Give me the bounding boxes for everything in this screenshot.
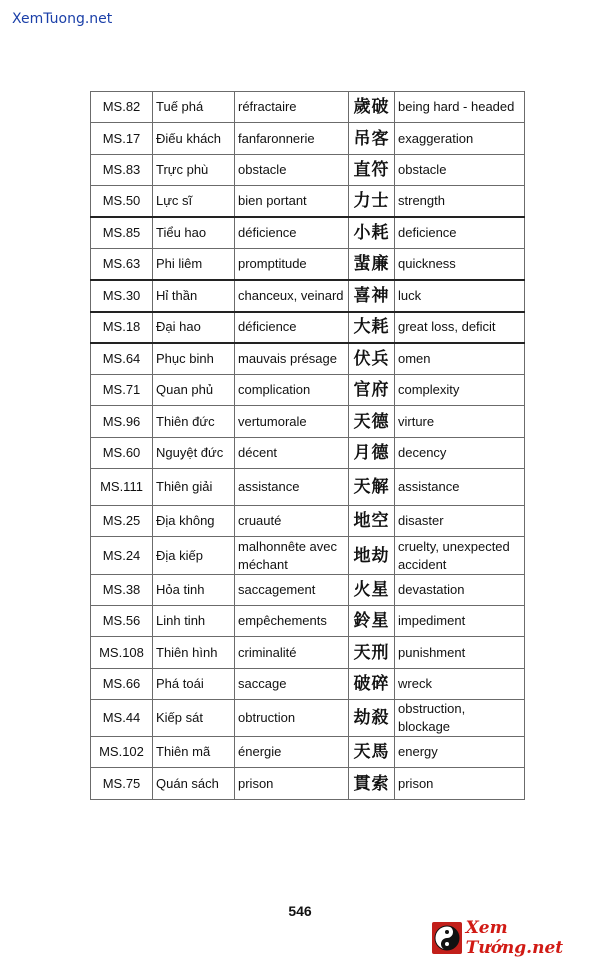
table-row <box>91 375 525 406</box>
table-row <box>91 92 525 123</box>
english-term: assistance <box>395 469 525 506</box>
star-code: MS.18 <box>91 312 153 343</box>
site-label[interactable]: XemTuong.net <box>12 11 113 27</box>
chinese-characters: 直符 <box>349 155 395 186</box>
chinese-characters: 天刑 <box>349 637 395 669</box>
chinese-characters: 吊客 <box>349 123 395 155</box>
english-term: obstacle <box>395 155 525 186</box>
vietnamese-name: Nguyệt đức <box>153 438 235 469</box>
table-row <box>91 438 525 469</box>
star-code: MS.25 <box>91 506 153 537</box>
table-row <box>91 469 525 506</box>
english-term: virture <box>395 406 525 438</box>
yin-yang-icon <box>432 922 462 954</box>
english-term: strength <box>395 186 525 217</box>
vietnamese-name: Lực sĩ <box>153 186 235 217</box>
vietnamese-name: Điếu khách <box>153 123 235 155</box>
star-code: MS.17 <box>91 123 153 155</box>
french-term: bien portant <box>235 186 349 217</box>
brand-logo[interactable] <box>432 920 600 956</box>
star-code: MS.50 <box>91 186 153 217</box>
french-term: déficience <box>235 312 349 343</box>
french-term: promptitude <box>235 249 349 280</box>
table-row <box>91 606 525 637</box>
english-term: being hard - headed <box>395 92 525 123</box>
french-term: malhonnête avec méchant <box>235 537 349 575</box>
vietnamese-name: Kiếp sát <box>153 700 235 737</box>
star-code: MS.66 <box>91 669 153 700</box>
english-term: wreck <box>395 669 525 700</box>
star-code: MS.24 <box>91 537 153 575</box>
french-term: chanceux, veinard <box>235 280 349 312</box>
english-term: luck <box>395 280 525 312</box>
french-term: énergie <box>235 737 349 768</box>
vietnamese-name: Trực phù <box>153 155 235 186</box>
english-term: deficience <box>395 217 525 249</box>
chinese-characters: 地空 <box>349 506 395 537</box>
vietnamese-name: Quan phủ <box>153 375 235 406</box>
english-term: impediment <box>395 606 525 637</box>
vietnamese-name: Tiểu hao <box>153 217 235 249</box>
brand-text: Xem Tướng.net <box>465 918 564 958</box>
chinese-characters: 天解 <box>349 469 395 506</box>
star-code: MS.75 <box>91 768 153 800</box>
french-term: réfractaire <box>235 92 349 123</box>
chinese-characters: 火星 <box>349 575 395 606</box>
chinese-characters: 天馬 <box>349 737 395 768</box>
star-code: MS.44 <box>91 700 153 737</box>
vietnamese-name: Phục binh <box>153 343 235 375</box>
english-term: devastation <box>395 575 525 606</box>
star-code: MS.30 <box>91 280 153 312</box>
english-term: obstruction, blockage <box>395 700 525 737</box>
table-row <box>91 186 525 217</box>
chinese-characters: 天德 <box>349 406 395 438</box>
vietnamese-name: Thiên đức <box>153 406 235 438</box>
english-term: disaster <box>395 506 525 537</box>
star-code: MS.71 <box>91 375 153 406</box>
table-row <box>91 406 525 438</box>
table-row <box>91 700 525 737</box>
english-term: exaggeration <box>395 123 525 155</box>
english-term: punishment <box>395 637 525 669</box>
french-term: complication <box>235 375 349 406</box>
french-term: vertumorale <box>235 406 349 438</box>
table-row <box>91 737 525 768</box>
table-row <box>91 312 525 343</box>
french-term: saccage <box>235 669 349 700</box>
astrology-stars-table <box>90 91 525 800</box>
table-row <box>91 343 525 375</box>
french-term: empêchements <box>235 606 349 637</box>
table-row <box>91 506 525 537</box>
chinese-characters: 鈴星 <box>349 606 395 637</box>
star-code: MS.56 <box>91 606 153 637</box>
french-term: saccagement <box>235 575 349 606</box>
english-term: cruelty, unexpected accident <box>395 537 525 575</box>
table-row <box>91 155 525 186</box>
french-term: prison <box>235 768 349 800</box>
chinese-characters: 力士 <box>349 186 395 217</box>
chinese-characters: 蜚廉 <box>349 249 395 280</box>
table-row <box>91 249 525 280</box>
star-code: MS.64 <box>91 343 153 375</box>
french-term: obtruction <box>235 700 349 737</box>
table-row <box>91 575 525 606</box>
chinese-characters: 伏兵 <box>349 343 395 375</box>
chinese-characters: 喜神 <box>349 280 395 312</box>
star-code: MS.85 <box>91 217 153 249</box>
table-row <box>91 280 525 312</box>
vietnamese-name: Hỉ thần <box>153 280 235 312</box>
table-row <box>91 123 525 155</box>
french-term: mauvais présage <box>235 343 349 375</box>
chinese-characters: 地劫 <box>349 537 395 575</box>
french-term: décent <box>235 438 349 469</box>
vietnamese-name: Hỏa tinh <box>153 575 235 606</box>
table-row <box>91 768 525 800</box>
french-term: obstacle <box>235 155 349 186</box>
english-term: omen <box>395 343 525 375</box>
chinese-characters: 大耗 <box>349 312 395 343</box>
french-term: assistance <box>235 469 349 506</box>
chinese-characters: 官府 <box>349 375 395 406</box>
french-term: criminalité <box>235 637 349 669</box>
table-row <box>91 537 525 575</box>
english-term: quickness <box>395 249 525 280</box>
star-code: MS.111 <box>91 469 153 506</box>
french-term: cruauté <box>235 506 349 537</box>
chinese-characters: 破碎 <box>349 669 395 700</box>
star-code: MS.63 <box>91 249 153 280</box>
star-code: MS.38 <box>91 575 153 606</box>
star-code: MS.96 <box>91 406 153 438</box>
french-term: déficience <box>235 217 349 249</box>
table-row <box>91 217 525 249</box>
star-code: MS.83 <box>91 155 153 186</box>
chinese-characters: 小耗 <box>349 217 395 249</box>
vietnamese-name: Tuế phá <box>153 92 235 123</box>
english-term: great loss, deficit <box>395 312 525 343</box>
table-row <box>91 637 525 669</box>
star-code: MS.108 <box>91 637 153 669</box>
chinese-characters: 貫索 <box>349 768 395 800</box>
english-term: decency <box>395 438 525 469</box>
vietnamese-name: Linh tinh <box>153 606 235 637</box>
vietnamese-name: Địa kiếp <box>153 537 235 575</box>
vietnamese-name: Đại hao <box>153 312 235 343</box>
english-term: prison <box>395 768 525 800</box>
english-term: complexity <box>395 375 525 406</box>
table-row <box>91 669 525 700</box>
star-code: MS.60 <box>91 438 153 469</box>
page-number: 546 <box>288 903 312 919</box>
vietnamese-name: Thiên giải <box>153 469 235 506</box>
vietnamese-name: Phá toái <box>153 669 235 700</box>
star-code: MS.102 <box>91 737 153 768</box>
vietnamese-name: Phi liêm <box>153 249 235 280</box>
chinese-characters: 劫殺 <box>349 700 395 737</box>
star-code: MS.82 <box>91 92 153 123</box>
vietnamese-name: Thiên hình <box>153 637 235 669</box>
english-term: energy <box>395 737 525 768</box>
vietnamese-name: Thiên mã <box>153 737 235 768</box>
french-term: fanfaronnerie <box>235 123 349 155</box>
vietnamese-name: Địa không <box>153 506 235 537</box>
chinese-characters: 歲破 <box>349 92 395 123</box>
vietnamese-name: Quán sách <box>153 768 235 800</box>
chinese-characters: 月德 <box>349 438 395 469</box>
